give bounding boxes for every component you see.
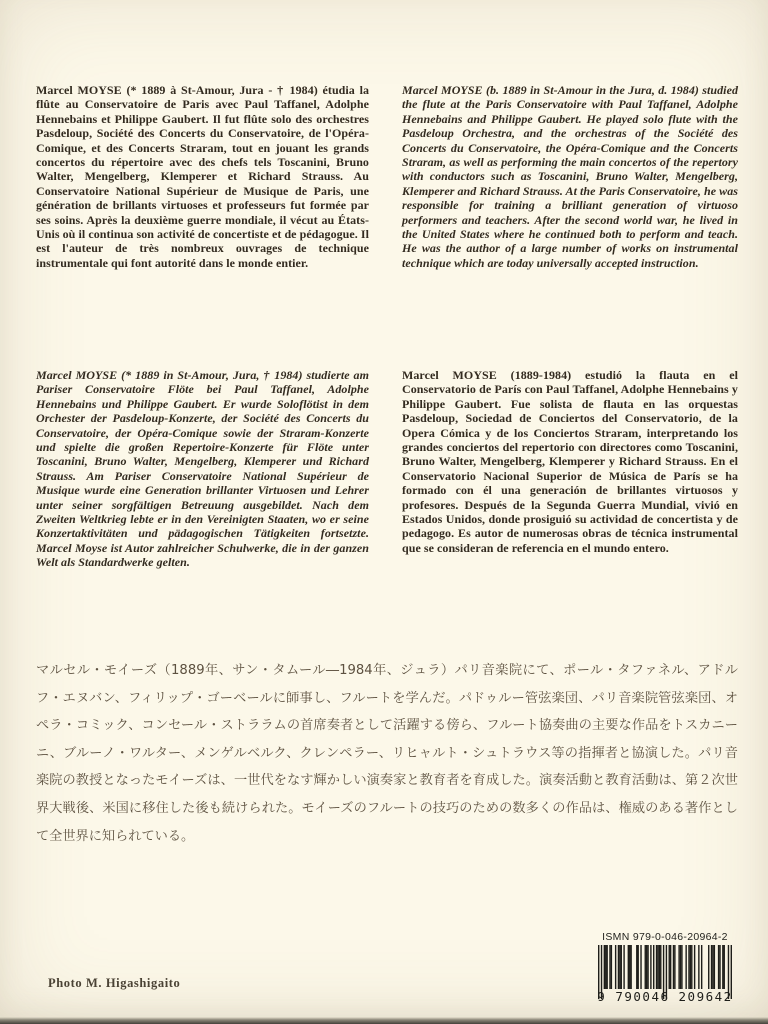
- photo-credit: Photo M. Higashigaito: [48, 976, 181, 990]
- page-edge-shadow: [0, 1017, 768, 1024]
- biography-spanish: Marcel MOYSE (1889-1984) estudió la flauta en el Conservatorio de París con Paul Taffanel, Adolphe Hennebains y Philippe Gaubert. Fue solista de flauta en las orquestas Pasdeloup, Sociedad de Conciertos del Conservatorio, de la Opera Cómica y de los Conciertos Straram, interpretando los grandes conciertos del repertorio con directores como Toscanini, Bruno Walter, Mengelberg, Klemperer y Richard Strauss. En el Conservatorio Nacional Superior de Música de París se ha formado con él una generación de brillantes virtuosos y profesores. Después de la Segunda Guerra Mundial, vivió en Estados Unidos, donde prosiguió su actividad de concertista y de pedagogo. Es autor de numerosas obras de técnica instrumental que se consideran de referencia en el mundo entero.: [402, 368, 738, 555]
- barcode-block: [590, 931, 740, 1004]
- biography-english: Marcel MOYSE (b. 1889 in St-Amour in the Jura, d. 1984) studied the flute at the Paris Conservatoire with Paul Taffanel, Adolphe Hennebains and Philippe Gaubert. He played solo flute with the Pasdeloup Orchestra, and the orchestras of the Société des Concerts du Conservatoire, the Opéra-Comique and the Concerts Straram, as well as performing the main concertos of the repertory with conductors such as Toscanini, Bruno Walter, Mengelberg, Klemperer and Richard Strauss. At the Paris Conservatoire, he was responsible for training a brilliant generation of virtuoso performers and teachers. After the second world war, he lived in the United States where he continued both to perform and teach. He was the author of a large number of works on instrumental technique which are today universally accepted instruction.: [402, 83, 738, 270]
- barcode-digits: 9 790046 209642: [597, 989, 733, 1004]
- biography-german: Marcel MOYSE (* 1889 in St-Amour, Jura, † 1984) studierte am Pariser Conservatoire Flöte bei Paul Taffanel, Adolphe Hennebains und Philippe Gaubert. Er wurde Soloflötist in dem Orchester der Pasdeloup-Konzerte, der Société des Concerts du Conservatoire, der Opéra-Comique sowie der Straram-Konzerte und spielte die großen Repertoire-Konzerte für Flöte unter Toscanini, Bruno Walter, Mengelberg, Klemperer und Richard Strauss. Am Pariser Conservatoire National Supérieur de Musique wurde eine Generation brillanter Virtuosen und Lehrer unter seiner sorgfältigen Betreuung ausgebildet. Nach dem Zweiten Weltkrieg lebte er in den Vereinigten Staaten, wo er seine Konzertaktivitäten und pädagogischen Tätigkeiten fortsetzte. Marcel Moyse ist Autor zahlreicher Schulwerke, die in der ganzen Welt als Standardwerke gelten.: [36, 368, 369, 570]
- biography-japanese: マルセル・モイーズ（1889年、サン・タムール―1984年、ジュラ）パリ音楽院にて、ポール・タファネル、アドルフ・エヌバン、フィリップ・ゴーベールに師事し、フルートを学んだ。パドゥルー管弦楽団、パリ音楽院管弦楽団、オペラ・コミック、コンセール・ストララムの首席奏者として活躍する傍ら、フルート協奏曲の主要な作品をトスカニーニ、ブルーノ・ワルター、メンゲルベルク、クレンペラー、リヒャルト・シュトラウス等の指揮者と協演した。パリ音楽院の教授となったモイーズは、一世代をなす輝かしい演奏家と教育者を育成した。演奏活動と教育活動は、第２次世界大戦後、米国に移住した後も続けられた。モイーズのフルートの技巧のための数多くの作品は、権威のある著作として全世界に知られている。: [36, 663, 738, 844]
- biography-french: Marcel MOYSE (* 1889 à St-Amour, Jura - † 1984) étudia la flûte au Conservatoire de Paris avec Paul Taffanel, Adolphe Hennebains et Philippe Gaubert. Il fut flûte solo des orchestres Pasdeloup, Société des Concerts du Conservatoire, de l'Opéra-Comique, et des Concerts Straram, tout en jouant les grands concertos du répertoire avec des chefs tels Toscanini, Bruno Walter, Mengelberg, Klemperer et Richard Strauss. Au Conservatoire National Supérieur de Musique de Paris, une génération de brillants virtuoses et professeurs fut formée par ses soins. Après la deuxième guerre mondiale, il vécut au États-Unis où il continua son activité de concertiste et de pédagogue. Il est l'auteur de très nombreux ouvrages de technique instrumentale qui font autorité dans le monde entier.: [36, 83, 369, 270]
- ismn-number: ISMN 979-0-046-20964-2: [602, 931, 728, 943]
